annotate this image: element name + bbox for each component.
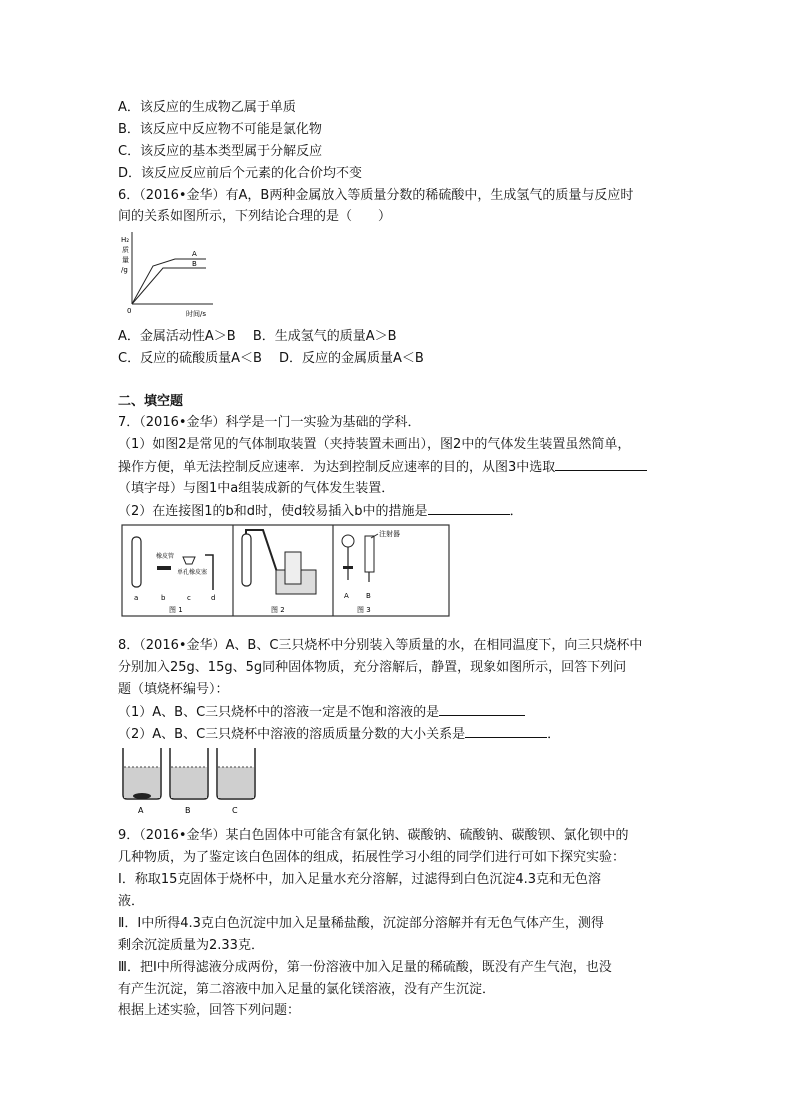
q9-line6: 剩余沉淀质量为2.33克． [118, 938, 264, 953]
q6-options-row2: C．反应的硫酸质量A＜B D．反应的金属质量A＜B [118, 351, 424, 366]
q9-line1: 9．（2016•金华）某白色固体中可能含有氯化钠、碳酸钠、硫酸钠、碳酸钡、氯化钡中的 [118, 828, 629, 843]
beaker-b-label: B [185, 806, 191, 815]
fig1-rubber-tube-b [157, 566, 171, 570]
fig3-caption: 图 3 [357, 606, 371, 614]
beaker-a-sediment [133, 793, 151, 799]
fig3-syringe-label: 注射器 [379, 530, 400, 538]
fig1-rubber-tube-label: 橡皮管 [156, 553, 175, 560]
q6-line-b [132, 268, 206, 304]
q9-line5: Ⅱ．Ⅰ中所得4.3克白色沉淀中加入足量稀盐酸，沉淀部分溶解并有无色气体产生，测得 [118, 916, 604, 931]
q7-line4: （填字母）与图1中a组装成新的气体发生装置． [118, 481, 395, 496]
q8-line5 [118, 724, 560, 744]
q7-figure [121, 522, 451, 620]
fig3-syringe-b [365, 536, 374, 572]
q6-xlabel: 时间/s [186, 310, 207, 318]
q6-origin: 0 [127, 307, 132, 315]
q8-beakers-figure [118, 745, 258, 817]
fig2-test-tube [242, 534, 251, 586]
fig2-gas-jar [285, 552, 301, 584]
q7-line5-text: （2）在连接图1的b和d时，使d较易插入b中的措施是 [118, 504, 428, 519]
fig3-funnel-a [342, 535, 354, 547]
q7-line5 [118, 501, 523, 521]
q7-line3 [118, 457, 647, 477]
q6-ylabel-4: /g [121, 266, 128, 274]
q8-line3: 题（填烧杯编号）： [118, 682, 229, 697]
q8-line4 [118, 702, 525, 722]
q7-line5-end: ． [509, 504, 523, 519]
fig1-stopper-label: 单孔橡皮塞 [177, 569, 208, 576]
fig1-stopper-c [183, 557, 195, 564]
fig1-label-c: c [187, 594, 191, 602]
q5-option-c: C．该反应的基本类型属于分解反应 [118, 144, 323, 159]
q5-option-d: D．该反应反应前后个元素的化合价均不变 [118, 166, 363, 181]
section-title: 二、填空题 [118, 394, 184, 409]
q6-figure [118, 228, 218, 324]
q8-line1: 8．（2016•金华）A、B、C三只烧杯中分别装入等质量的水，在相同温度下，向三只烧杯中 [118, 638, 643, 653]
fig2-caption: 图 2 [271, 606, 285, 614]
fig1-label-a: a [134, 594, 139, 602]
fig3-label-b: B [366, 592, 371, 600]
q9-line7: Ⅲ．把Ⅰ中所得滤液分成两份，第一份溶液中加入足量的稀硫酸，既没有产生气泡，也没 [118, 960, 612, 975]
fig1-caption: 图 1 [169, 606, 183, 614]
q9-line8: 有产生沉淀，第二溶液中加入足量的氯化镁溶液，没有产生沉淀． [118, 982, 496, 997]
q9-line3: Ⅰ．称取15克固体于烧杯中，加入足量水充分溶解，过滤得到白色沉淀4.3克和无色溶 [118, 872, 602, 887]
q8-blank-1[interactable] [439, 702, 525, 716]
q8-blank-2[interactable] [465, 724, 547, 738]
q9-line4: 液． [118, 894, 145, 909]
q6-stem-line1: 6．（2016•金华）有A，B两种金属放入等质量分数的稀硫酸中，生成氢气的质量与反应时 [118, 188, 634, 203]
q8-line2: 分别加入25g、15g、5g同种固体物质，充分溶解后，静置，现象如图所示，回答下列问 [118, 660, 627, 675]
q7-blank-1[interactable] [555, 457, 647, 471]
q8-line5-end: ． [547, 727, 561, 742]
q6-stem-line2: 间的关系如图所示，下列结论合理的是（ ） [118, 209, 392, 224]
fig3-stopcock-a [343, 566, 353, 569]
fig1-test-tube-a [132, 537, 141, 587]
q6-ylabel-1: H₂ [121, 236, 130, 244]
q6-options-row1: A．金属活动性A＞B B．生成氢气的质量A＞B [118, 329, 397, 344]
beaker-a-label: A [138, 806, 144, 815]
q9-line9: 根据上述实验，回答下列问题： [118, 1003, 301, 1018]
q6-ylabel-3: 量 [122, 256, 129, 264]
q5-option-a: A．该反应的生成物乙属于单质 [118, 100, 296, 115]
q8-line5-text: （2）A、B、C三只烧杯中溶液的溶质质量分数的大小关系是 [118, 727, 466, 742]
q7-line1: 7．（2016•金华）科学是一门一实验为基础的学科． [118, 415, 421, 430]
fig1-label-b: b [161, 594, 166, 602]
q8-line4-text: （1）A、B、C三只烧杯中的溶液一定是不饱和溶液的是 [118, 705, 440, 720]
q7-line3-text: 操作方便，单无法控制反应速率．为达到控制反应速率的目的，从图3中选取 [118, 460, 556, 475]
fig1-label-d: d [211, 594, 216, 602]
q9-line2: 几种物质，为了鉴定该白色固体的组成，拓展性学习小组的同学们进行可如下探究实验： [118, 850, 626, 865]
q7-line2: （1）如图2是常见的气体制取装置（夹持装置未画出），图2中的气体发生装置虽然简单， [118, 437, 631, 452]
q6-ylabel-2: 质 [122, 246, 129, 254]
beaker-c-label: C [232, 806, 238, 815]
q6-line-a-label: A [192, 250, 197, 258]
fig3-label-a: A [344, 592, 349, 600]
q6-line-b-label: B [192, 260, 197, 268]
q5-option-b: B．该反应中反应物不可能是氯化物 [118, 122, 322, 137]
q7-blank-2[interactable] [428, 501, 510, 515]
